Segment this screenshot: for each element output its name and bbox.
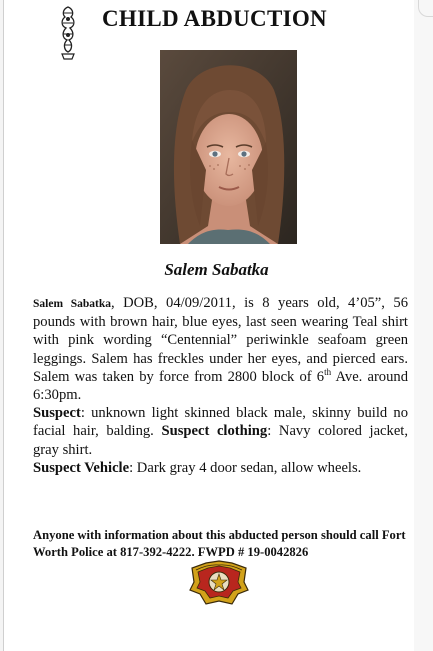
description-block (33, 294, 408, 477)
suspect-vehicle-label: Suspect Vehicle (33, 459, 130, 476)
poster-title: CHILD ABDUCTION (102, 6, 327, 31)
suspect-clothing-label: Suspect clothing (161, 423, 268, 440)
child-photo (160, 50, 297, 244)
suspect-label: Suspect (33, 405, 81, 422)
child-description: Salem Sabatka, DOB, 04/09/2011, is 8 years old, 4’05”, 56 pounds with brown hair, blue eyes, last seen wearing Teal shirt with pink wording “Centennial” periwinkle seafoam green leggings. Salem has freckles under her eyes, and pierced ears. Salem was taken by force from 2800 block of 6th Ave. around 6:30pm. (33, 295, 408, 404)
suspect-description: Suspect: unknown light skinned black male, skinny build no facial hair, balding. Suspect clothing: Navy colored jacket, gray shirt. (33, 405, 409, 458)
city-seal-icon (58, 5, 78, 61)
police-badge-icon (188, 560, 250, 606)
contact-info: Anyone with information about this abducted person should call Fort Worth Police at 817-392-4222. FWPD # 19-0042826 (33, 528, 406, 559)
page-margin (414, 0, 433, 651)
child-name-caption: Salem Sabatka (164, 260, 269, 279)
vehicle-description: Suspect Vehicle: Dark gray 4 door sedan, allow wheels. (33, 459, 362, 476)
child-name-inline: Salem Sabatka (33, 298, 111, 310)
